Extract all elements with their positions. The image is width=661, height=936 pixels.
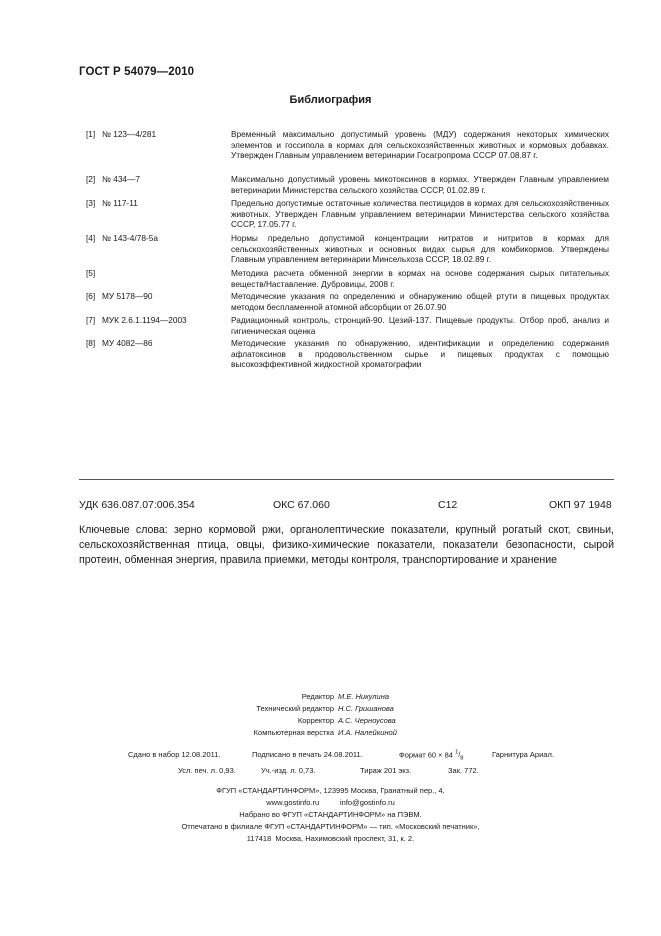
imprint-typeface: Гарнитура Ариал. bbox=[492, 750, 554, 759]
oks-code: ОКС 67.060 bbox=[273, 499, 330, 511]
ref-number: [7] bbox=[86, 315, 96, 325]
standard-code: ГОСТ Р 54079—2010 bbox=[79, 66, 195, 78]
format-fraction: $^1/_8$ bbox=[455, 750, 464, 762]
ref-code: МУ 5178—90 bbox=[102, 291, 153, 301]
ref-number: [6] bbox=[86, 291, 96, 301]
publisher-line: 117418 Москва, Нахимовский проспект, 31, к. 2. bbox=[246, 834, 415, 843]
staff-role: Технический редактор bbox=[256, 704, 334, 713]
publisher-line: www.gostinfo.ru info@gostinfo.ru bbox=[266, 798, 395, 807]
format-den: 8 bbox=[460, 755, 464, 762]
ref-text: Методические указания по определению и обнаружению общей ртути в пищевых продуктах методом беспламенной атомной абсорбции от 26.07.90 bbox=[231, 291, 609, 312]
ref-code: № 117-11 bbox=[102, 198, 138, 208]
imprint-run: Тираж 201 экз. bbox=[360, 766, 412, 775]
staff-name: Н.С. Гришанова bbox=[338, 704, 394, 713]
imprint-format bbox=[399, 750, 464, 762]
ref-number: [5] bbox=[86, 268, 96, 278]
staff-name: М.Е. Никулина bbox=[338, 692, 389, 701]
staff-name: А.С. Черноусова bbox=[338, 716, 396, 725]
staff-role: Редактор bbox=[301, 692, 334, 701]
ref-code: МУК 2.6.1.1194—2003 bbox=[102, 315, 187, 325]
ref-text: Радиационный контроль, стронций-90. Цезий-137. Пищевые продукты. Отбор проб, анализ и гигиеническая оценка bbox=[231, 315, 609, 336]
ref-number: [2] bbox=[86, 174, 96, 184]
format-num: 1 bbox=[455, 750, 459, 756]
staff-role: Компьютерная верстка bbox=[253, 728, 334, 737]
ref-number: [8] bbox=[86, 338, 96, 348]
ref-text: Методические указания по обнаружению, идентификации и определению содержания афлатоксинов в продовольственном сырье и пищевых продуктах с помощью высокоэффективной жидкостной хроматографии bbox=[231, 338, 609, 369]
ref-text: Методика расчета обменной энергии в кормах на основе содержания сырых питательных веществ/Наставление. Дубровицы, 2008 г. bbox=[231, 268, 609, 289]
okp-code: ОКП 97 1948 bbox=[549, 499, 612, 511]
staff-role: Корректор bbox=[297, 716, 334, 725]
udc-code: УДК 636.087.07:006.354 bbox=[79, 499, 195, 511]
ref-code: МУ 4082—86 bbox=[102, 338, 153, 348]
ref-text: Нормы предельно допустимой концентрации нитратов и нитритов в кормах для сельскохозяйственных животных и основных видах сырья для комбикормов. Утверждены Главным управлением ветеринарии Минсельхоза СССР, 18.02.89 г. bbox=[231, 233, 609, 264]
keywords: Ключевые слова: зерно кормовой ржи, органолептические показатели, крупный рогатый скот, свиньи, сельскохозяйственная птица, овцы, физико-химические показатели, показатели безопасности, сырой протеин, обменная энергия, правила приемки, методы контроля, транспортирование и хранение bbox=[79, 524, 614, 566]
staff-name: И.А. Налейкиной bbox=[338, 728, 397, 737]
ref-number: [3] bbox=[86, 198, 96, 208]
section-divider bbox=[79, 479, 614, 480]
ref-code: № 123—4/281 bbox=[102, 129, 157, 139]
ref-number: [4] bbox=[86, 233, 96, 243]
imprint-sent: Сдано в набор 12.08.2011. bbox=[128, 750, 221, 759]
publisher-line: Набрано во ФГУП «СТАНДАРТИНФОРМ» на ПЭВМ. bbox=[239, 810, 422, 819]
bibliography-title: Библиография bbox=[289, 94, 372, 106]
format-label: Формат 60 × 84 bbox=[399, 750, 453, 760]
ref-text: Предельно допустимые остаточные количества пестицидов в кормах для сельскохозяйственных животных. Утвержден Главным управлением ветеринарии Министерства сельского хозяйства СССР, 17.05.77 г. bbox=[231, 198, 609, 229]
ref-text: Максимально допустимый уровень микотоксинов в кормах. Утвержден Главным управлением ветеринарии Министерства сельского хозяйства СССР, 01.02.89 г. bbox=[231, 174, 609, 195]
publisher-line: Отпечатано в филиале ФГУП «СТАНДАРТИНФОРМ» — тип. «Московский печатник», bbox=[181, 822, 480, 831]
ref-text: Временный максимально допустимый уровень (МДУ) содержания некоторых химических элементов и госсипола в кормах для сельскохозяйственных животных и кормовых добавках. Утвержден Главным управлением ветеринарии Госагропрома СССР 07.08.87 г. bbox=[231, 129, 609, 160]
ref-number: [1] bbox=[86, 129, 96, 139]
imprint-print-sheets: Усл. печ. л. 0,93. bbox=[178, 766, 236, 775]
imprint-pub-sheets: Уч.-изд. л. 0,73. bbox=[261, 766, 316, 775]
group-code: С12 bbox=[438, 499, 458, 511]
ref-code: № 434—7 bbox=[102, 174, 140, 184]
imprint-signed: Подписано в печать 24.08.2011. bbox=[252, 750, 363, 759]
publisher-line: ФГУП «СТАНДАРТИНФОРМ», 123995 Москва, Гранатный пер., 4, bbox=[216, 786, 445, 795]
imprint-order: Зак. 772. bbox=[448, 766, 479, 775]
ref-code: № 143-4/78-5а bbox=[102, 233, 158, 243]
